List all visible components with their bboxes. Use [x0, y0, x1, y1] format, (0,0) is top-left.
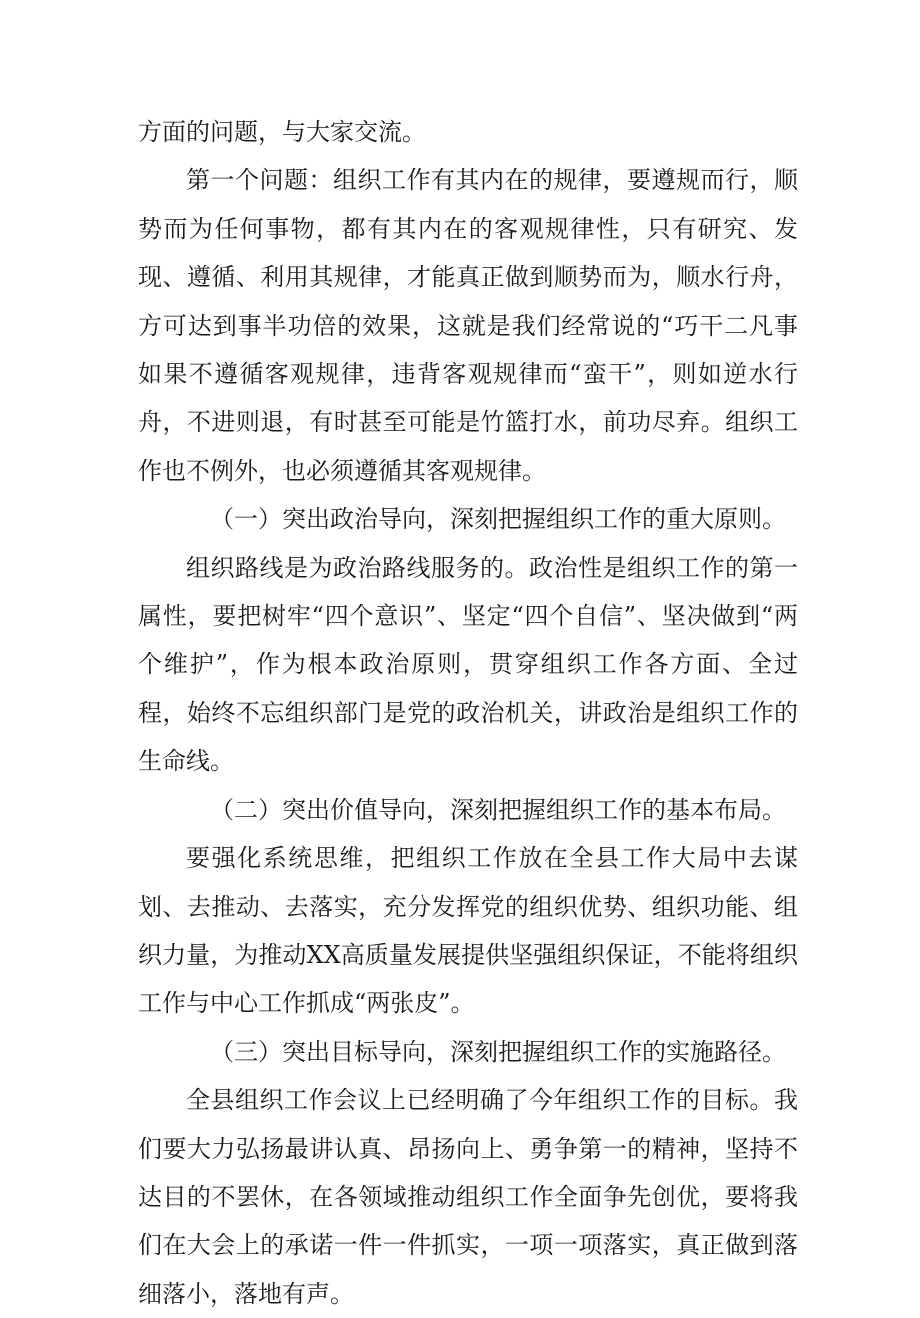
paragraph-goal-orientation: 全县组织工作会议上已经明确了今年组织工作的目标。我们要大力弘扬最讲认真、昂扬向上、勇争第一的精神，坚持不达目的不罢休，在各领域推动组织工作全面争先创优，要将我们在大会上的承诺一件一件抓实，一项一项落实，真正做到落细落小，落地有声。	[138, 1086, 798, 1308]
paragraph-continuation: 方面的问题，与大家交流。	[138, 118, 426, 146]
section-heading-3: （三）突出目标导向，深刻把握组织工作的实施路径。	[210, 1037, 786, 1066]
paragraph-political-orientation: 组织路线是为政治路线服务的。政治性是组织工作的第一属性，要把树牢“四个意识”、坚定“四个自信”、坚决做到“两个维护”，作为根本政治原则，贯穿组织工作各方面、全过程，始终不忘组织部门是党的政治机关，讲政治是组织工作的生命线。	[138, 553, 798, 776]
paragraph-first-question: 第一个问题：组织工作有其内在的规律，要遵规而行，顺势而为任何事物，都有其内在的客观规律性，只有研究、发现、遵循、利用其规律，才能真正做到顺势而为，顺水行舟，方可达到事半功倍的效果，这就是我们经常说的“巧干二凡事如果不遵循客观规律，违背客观规律而“蛮干”，则如逆水行舟，不进则退，有时甚至可能是竹篮打水，前功尽弃。组织工作也不例外，也必须遵循其客观规律。	[138, 166, 798, 485]
section-heading-1: （一）突出政治导向，深刻把握组织工作的重大原则。	[210, 505, 786, 534]
section-heading-2: （二）突出价值导向，深刻把握组织工作的基本布局。	[210, 795, 786, 824]
paragraph-value-orientation: 要强化系统思维，把组织工作放在全县工作大局中去谋划、去推动、去落实，充分发挥党的组织优势、组织功能、组织力量，为推动XX高质量发展提供坚强组织保证，不能将组织工作与中心工作抓成“两张皮”。	[138, 844, 798, 1018]
document-body	[138, 108, 798, 1318]
